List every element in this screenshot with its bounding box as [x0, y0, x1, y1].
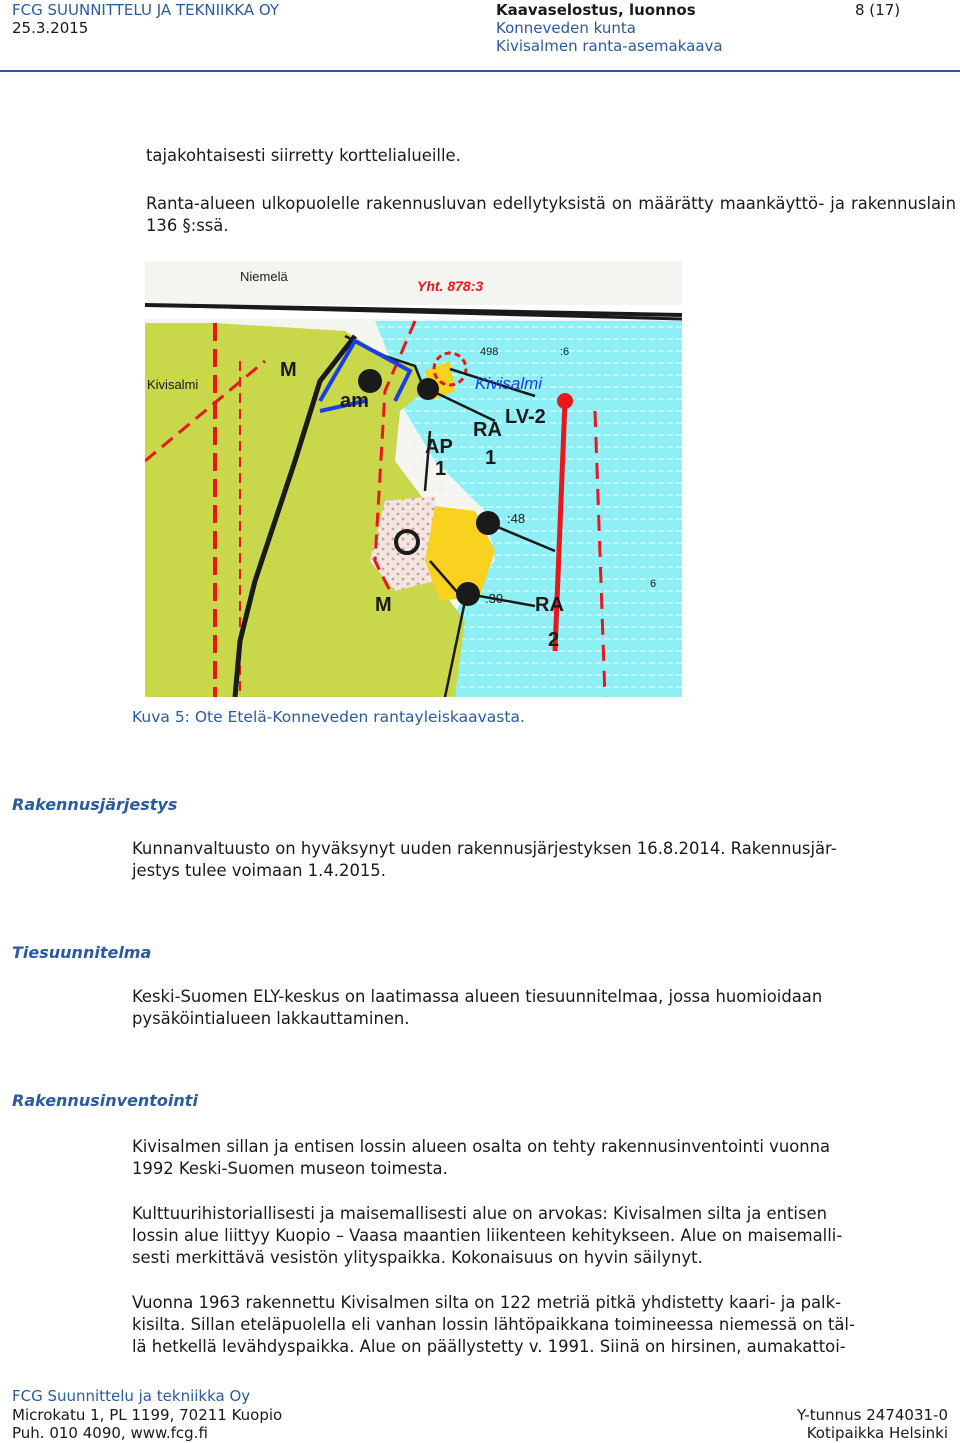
s3-p2-line-1: Kulttuurihistoriallisesti ja maisemallisesti alue on arvokas: Kivisalmen silta ja entisen	[132, 1204, 827, 1223]
map-label-ra1: RA	[473, 419, 502, 441]
s3-p1-line-1: Kivisalmen sillan ja entisen lossin alueen osalta on tehty rakennusinventointi vuonna	[132, 1137, 831, 1156]
map-label-kivisalmi-left: Kivisalmi	[147, 377, 199, 392]
header-doc-type: Kaavaselostus, luonnos	[496, 1, 696, 19]
map-label-yht: Yht. 878:3	[417, 278, 484, 294]
footer-ytunnus: Y-tunnus 2474031-0	[796, 1406, 948, 1424]
map-label-m-top: M	[280, 359, 297, 381]
s3-p1-line-2: 1992 Keski-Suomen museon toimesta.	[132, 1159, 448, 1178]
section-heading-rakennusinventointi: Rakennusinventointi	[12, 1091, 198, 1110]
footer-kotipaikka: Kotipaikka Helsinki	[806, 1424, 948, 1442]
header-date: 25.3.2015	[12, 19, 89, 37]
figure-caption: Kuva 5: Ote Etelä-Konneveden rantayleiskaavasta.	[132, 708, 525, 726]
map-label-lv: LV-2	[505, 406, 546, 428]
header-center	[496, 1, 723, 55]
map-label-48: :48	[507, 511, 526, 526]
section-heading-tiesuunnitelma: Tiesuunnitelma	[12, 943, 152, 962]
intro-line-1: tajakohtaisesti siirretty korttelialueille.	[146, 146, 461, 165]
intro-paragraph: Ranta-alueen ulkopuolelle rakennusluvan edellytyksistä on määrätty maankäyttö- ja rakennuslain 136 §:ssä.	[146, 194, 956, 235]
map-label-ap: AP	[425, 436, 453, 458]
map-label-niemela: Niemelä	[240, 269, 288, 284]
map-label-6b: 6	[650, 578, 657, 590]
s2-line-1: Keski-Suomen ELY-keskus on laatimassa alueen tiesuunnitelmaa, jossa huomioidaan	[132, 987, 823, 1006]
s3-p2-line-3: sesti merkittävä vesistön ylityspaikka. Kokonaisuus on hyvin säilynyt.	[132, 1248, 703, 1267]
s3-p3-line-2: kisilta. Sillan eteläpuolella eli vanhan lossin lähtöpaikkana toimineessa niemessä on täl-	[132, 1315, 855, 1334]
map-label-m-bottom: M	[375, 594, 392, 616]
map-label-30: :30	[485, 591, 504, 606]
header-plan-name: Kivisalmen ranta-asemakaava	[496, 37, 723, 55]
s1-line-1: Kunnanvaltuusto on hyväksynyt uuden rakennusjärjestyksen 16.8.2014. Rakennusjär-	[132, 839, 837, 858]
map-label-498: 498	[480, 346, 499, 358]
map-label-ra1-num: 1	[485, 447, 497, 469]
header-divider	[0, 70, 960, 72]
plan-map	[145, 261, 682, 697]
map-label-ra2: RA	[535, 594, 564, 616]
section-heading-rakennusjarjestys: Rakennusjärjestys	[12, 795, 178, 814]
header-left	[12, 1, 279, 37]
s3-p3-line-1: Vuonna 1963 rakennettu Kivisalmen silta on 122 metriä pitkä yhdistetty kaari- ja palk-	[132, 1293, 841, 1312]
map-label-kivisalmi-right: Kivisalmi	[475, 374, 543, 393]
s3-p2-line-2: lossin alue liittyy Kuopio – Vaasa maantien liikenteen kehitykseen. Alue on maisemalli-	[132, 1226, 843, 1245]
map-label-6a: :6	[560, 346, 570, 358]
page-number: 8 (17)	[855, 1, 901, 19]
map-label-ra2-num: 2	[548, 629, 560, 651]
s1-line-2: jestys tulee voimaan 1.4.2015.	[132, 861, 386, 880]
footer-phone: Puh. 010 4090, www.fcg.fi	[12, 1424, 208, 1442]
header-company: FCG SUUNNITTELU JA TEKNIIKKA OY	[12, 1, 280, 19]
s3-p3-line-3: lä hetkellä levähdyspaikka. Alue on päällystetty v. 1991. Siinä on hirsinen, aumakattoi-	[132, 1337, 846, 1356]
footer-company: FCG Suunnittelu ja tekniikka Oy	[12, 1387, 251, 1405]
footer-address: Microkatu 1, PL 1199, 70211 Kuopio	[12, 1406, 283, 1424]
map-label-am: am	[340, 390, 369, 412]
map-label-ap-num: 1	[435, 458, 447, 480]
s2-line-2: pysäköintialueen lakkauttaminen.	[132, 1009, 410, 1028]
header-municipality: Konneveden kunta	[496, 19, 636, 37]
